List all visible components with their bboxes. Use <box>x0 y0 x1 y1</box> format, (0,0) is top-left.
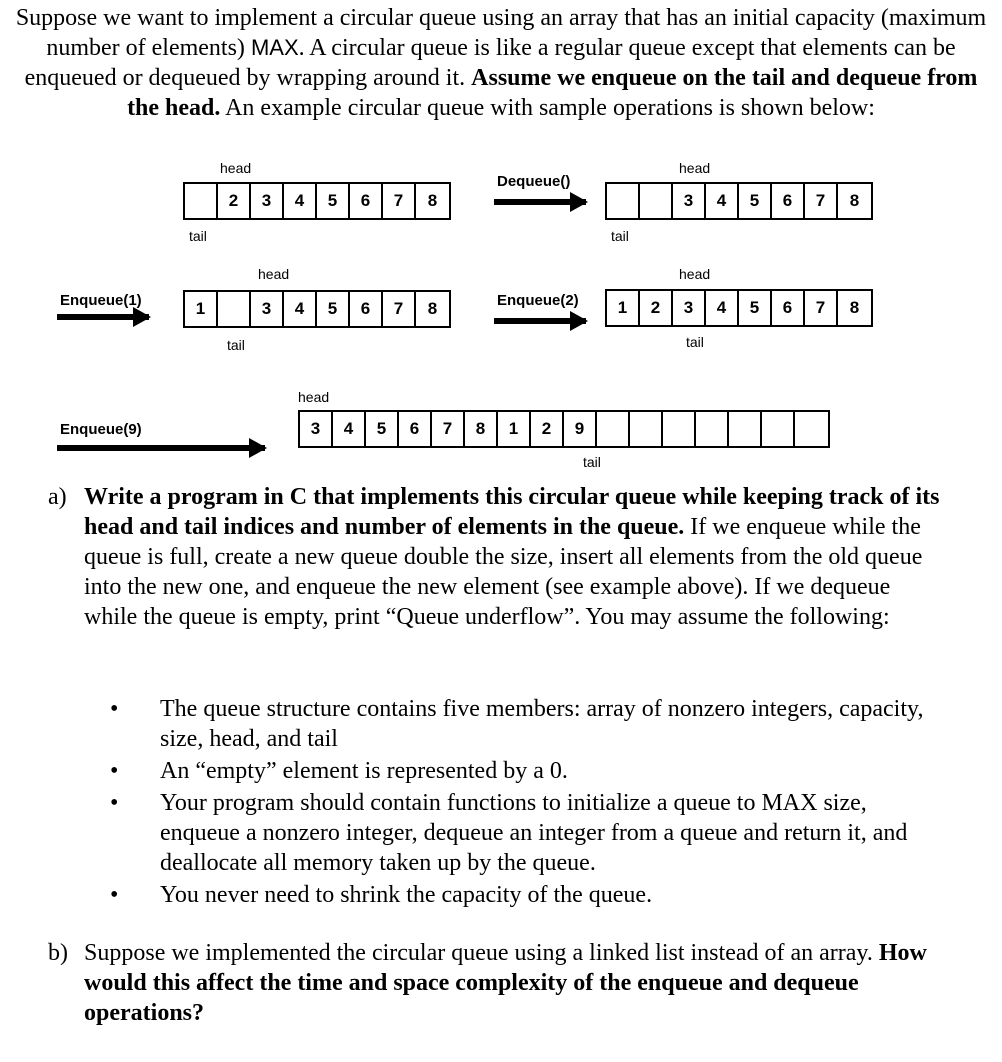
queue-cell: 8 <box>849 191 860 210</box>
queue-cell: 6 <box>772 291 805 325</box>
bullet-icon: • <box>110 882 119 908</box>
intro-text-3: An example circular queue with sample operations is shown below: <box>220 95 875 121</box>
queue-cell <box>696 412 729 446</box>
queue-cell: 4 <box>333 412 366 446</box>
q1-tail-label: tail <box>189 228 207 244</box>
question-b-body: Suppose we implemented the circular queue using a linked list instead of an array. <box>84 940 879 966</box>
queue-cell: 2 <box>531 412 564 446</box>
list-item-text: Your program should contain functions to initialize a queue to MAX size, enqueue a nonzero integer, dequeue an integer from a queue and return it, and deallocate all memory taken up by the queue. <box>160 790 908 876</box>
queue-state-2 <box>605 182 873 220</box>
queue-cell: 8 <box>427 299 438 318</box>
queue-cell: 5 <box>739 291 772 325</box>
enqueue9-arrow <box>57 445 265 451</box>
queue-cell <box>630 412 663 446</box>
list-item-text: You never need to shrink the capacity of the queue. <box>160 882 653 908</box>
queue-cell <box>795 412 828 446</box>
question-b-marker: b) <box>48 940 68 966</box>
queue-state-5 <box>298 410 830 448</box>
enqueue1-op-label: Enqueue(1) <box>60 292 142 309</box>
queue-cell: 4 <box>706 291 739 325</box>
list-item-text: An “empty” element is represented by a 0. <box>160 758 568 784</box>
list-item-text: The queue structure contains five members: array of nonzero integers, capacity, size, head, and tail <box>160 696 924 752</box>
assumption-list <box>110 694 950 912</box>
queue-cell: 6 <box>350 292 383 326</box>
queue-cell: 3 <box>673 291 706 325</box>
queue-cell: 7 <box>432 412 465 446</box>
queue-cell <box>729 412 762 446</box>
list-item <box>110 880 950 910</box>
queue-cell <box>663 412 696 446</box>
queue-cell: 5 <box>739 184 772 218</box>
queue-cell: 7 <box>805 184 838 218</box>
q5-tail-label: tail <box>583 454 601 470</box>
queue-cell: 5 <box>317 184 350 218</box>
queue-cell: 6 <box>772 184 805 218</box>
q2-head-label: head <box>679 160 711 176</box>
list-item <box>110 756 950 786</box>
bullet-icon: • <box>110 696 119 722</box>
queue-state-4 <box>605 289 873 327</box>
queue-cell: 2 <box>218 184 251 218</box>
question-a-body: If we enqueue while the queue is full, create a new queue double the size, insert all elements from the old queue into the new one, and enqueue the new element (see example above). If we dequeue while the queue is empty, print “Queue underflow”. You may assume the following: <box>84 514 923 630</box>
question-b-bold: How would this affect the time and space complexity of the enqueue and dequeue operations? <box>84 940 927 1026</box>
q5-head-label: head <box>298 389 330 405</box>
question-a-text <box>84 482 948 632</box>
queue-cell: 5 <box>366 412 399 446</box>
intro-bold: Assume we enqueue on the tail and dequeue from the head. <box>127 65 978 121</box>
dequeue-op-label: Dequeue() <box>497 173 571 190</box>
queue-cell: 2 <box>640 291 673 325</box>
question-b-text <box>84 938 948 1028</box>
question-a-marker: a) <box>48 484 67 510</box>
queue-cell: 3 <box>251 292 284 326</box>
list-item <box>110 694 950 754</box>
dequeue-arrow <box>494 199 586 205</box>
enqueue2-op-label: Enqueue(2) <box>497 292 579 309</box>
enqueue9-op-label: Enqueue(9) <box>60 421 142 438</box>
queue-cell: 8 <box>465 412 498 446</box>
queue-cell: 7 <box>805 291 838 325</box>
queue-cell: 8 <box>427 191 438 210</box>
max-term: MAX <box>250 35 299 60</box>
queue-cell <box>607 184 640 218</box>
q2-tail-label: tail <box>611 228 629 244</box>
question-a <box>48 482 948 632</box>
queue-cell: 4 <box>706 184 739 218</box>
queue-cell: 3 <box>673 184 706 218</box>
q3-head-label: head <box>258 266 290 282</box>
bullet-icon: • <box>110 790 119 816</box>
queue-cell: 6 <box>350 184 383 218</box>
queue-cell: 7 <box>383 184 416 218</box>
queue-cell: 9 <box>564 412 597 446</box>
question-a-bold: Write a program in C that implements this circular queue while keeping track of its head and tail indices and number of elements in the queue. <box>84 484 940 540</box>
enqueue1-arrow <box>57 314 149 320</box>
intro-text-2: . A circular queue is like a regular queue except that elements can be enqueued or dequeued by wrapping around it. <box>24 35 956 91</box>
queue-cell: 4 <box>284 292 317 326</box>
queue-state-3 <box>183 290 451 328</box>
queue-cell: 6 <box>399 412 432 446</box>
queue-cell: 1 <box>185 292 218 326</box>
queue-cell: 1 <box>498 412 531 446</box>
q3-tail-label: tail <box>227 337 245 353</box>
bullet-icon: • <box>110 758 119 784</box>
queue-cell: 7 <box>383 292 416 326</box>
queue-diagram <box>0 0 1002 480</box>
queue-state-1 <box>183 182 451 220</box>
q1-head-label: head <box>220 160 252 176</box>
queue-cell <box>218 292 251 326</box>
queue-cell: 4 <box>284 184 317 218</box>
queue-cell <box>185 184 218 218</box>
queue-cell: 1 <box>607 291 640 325</box>
queue-cell: 8 <box>849 298 860 317</box>
intro-text-1: Suppose we want to implement a circular queue using an array that has an initial capacity (maximum number of elements) <box>15 5 987 61</box>
q4-tail-label: tail <box>686 334 704 350</box>
question-b <box>48 938 948 1028</box>
queue-cell <box>762 412 795 446</box>
queue-cell <box>597 412 630 446</box>
queue-cell <box>640 184 673 218</box>
enqueue2-arrow <box>494 318 586 324</box>
q4-head-label: head <box>679 266 711 282</box>
queue-cell: 3 <box>300 412 333 446</box>
list-item <box>110 788 950 878</box>
queue-cell: 3 <box>251 184 284 218</box>
queue-cell: 5 <box>317 292 350 326</box>
